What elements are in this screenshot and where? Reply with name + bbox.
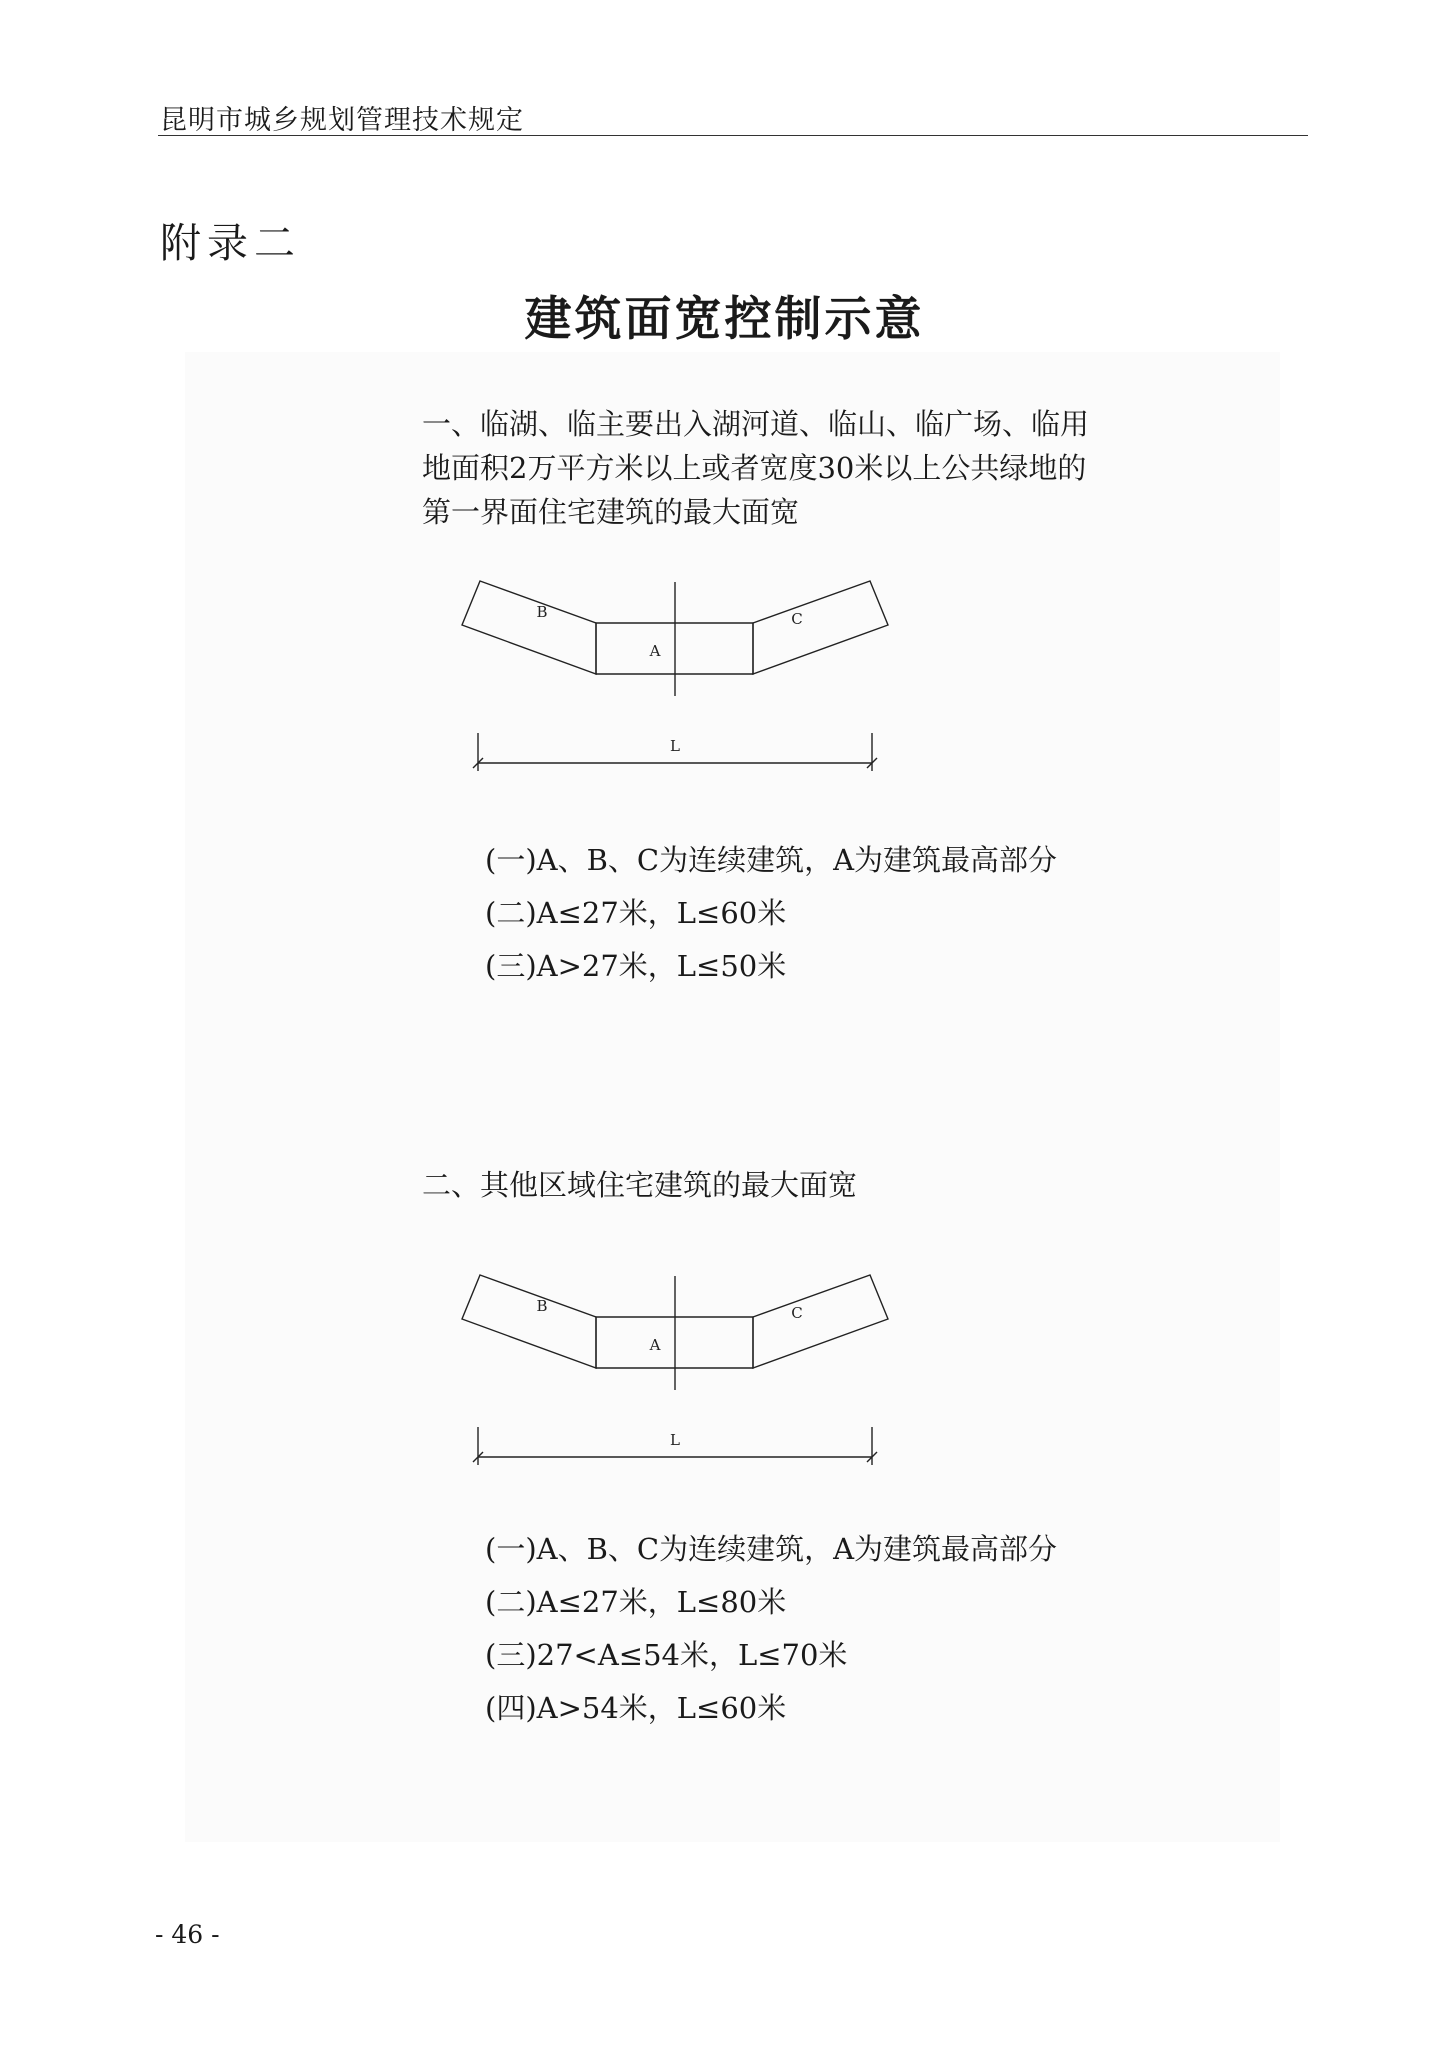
header-rule	[158, 135, 1308, 136]
section-2-rule-1: (一)A、B、C为连续建筑，A为建筑最高部分	[485, 1532, 1058, 1566]
section-1-heading: 一、临湖、临主要出入湖河道、临山、临广场、临用地面积2万平方米以上或者宽度30米以上公共绿地的第一界面住宅建筑的最大面宽	[422, 407, 1090, 529]
section-2-frontage-diagram	[460, 1262, 890, 1472]
section-2-heading: 二、其他区域住宅建筑的最大面宽	[422, 1168, 858, 1202]
building-c	[753, 1275, 888, 1368]
label-a: A	[649, 642, 661, 660]
building-b	[462, 1275, 596, 1368]
section-1-rule-2: (二)A≤27米，L≤60米	[485, 896, 787, 930]
page-title: 建筑面宽控制示意	[524, 292, 925, 347]
label-l: L	[670, 1431, 680, 1449]
label-l: L	[670, 737, 680, 755]
appendix-label: 附录二	[160, 219, 301, 267]
building-c	[753, 581, 888, 674]
section-1-frontage-diagram	[460, 568, 890, 778]
label-b: B	[536, 603, 548, 621]
label-a: A	[649, 1336, 661, 1354]
label-c: C	[791, 610, 803, 628]
section-2-rule-2: (二)A≤27米，L≤80米	[485, 1585, 787, 1619]
label-b: B	[536, 1297, 548, 1315]
running-header: 昆明市城乡规划管理技术规定	[160, 105, 524, 136]
section-2-rule-3: (三)27<A≤54米，L≤70米	[485, 1638, 848, 1672]
page-number: - 46 -	[155, 1920, 220, 1949]
section-1-rule-1: (一)A、B、C为连续建筑，A为建筑最高部分	[485, 843, 1058, 877]
section-2-rule-4: (四)A>54米，L≤60米	[485, 1691, 787, 1725]
section-1-rule-3: (三)A>27米，L≤50米	[485, 949, 787, 983]
label-c: C	[791, 1304, 803, 1322]
building-b	[462, 581, 596, 674]
